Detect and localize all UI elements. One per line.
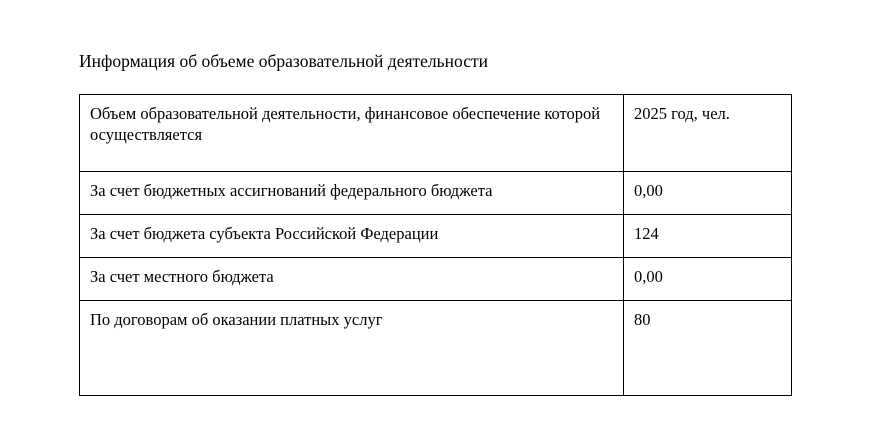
table-cell-value: 0,00 <box>624 172 792 215</box>
table-cell-label: За счет местного бюджета <box>80 258 624 301</box>
table-row <box>80 172 792 215</box>
table-cell-value: 124 <box>624 215 792 258</box>
page-title: Информация об объеме образовательной деятельности <box>79 51 488 71</box>
table-header-row <box>80 95 792 172</box>
education-volume-table <box>79 94 792 396</box>
table-row <box>80 215 792 258</box>
table-row <box>80 301 792 396</box>
table-cell-value: 80 <box>624 301 792 396</box>
table-cell-label: За счет бюджета субъекта Российской Федерации <box>80 215 624 258</box>
table-header-cell-category: Объем образовательной деятельности, финансовое обеспечение которой осуществляется <box>80 95 624 172</box>
table-cell-label: За счет бюджетных ассигнований федерального бюджета <box>80 172 624 215</box>
table-cell-label: По договорам об оказании платных услуг <box>80 301 624 396</box>
table-row <box>80 258 792 301</box>
table-header-cell-year: 2025 год, чел. <box>624 95 792 172</box>
education-volume-table-container <box>79 94 791 396</box>
table-cell-value: 0,00 <box>624 258 792 301</box>
